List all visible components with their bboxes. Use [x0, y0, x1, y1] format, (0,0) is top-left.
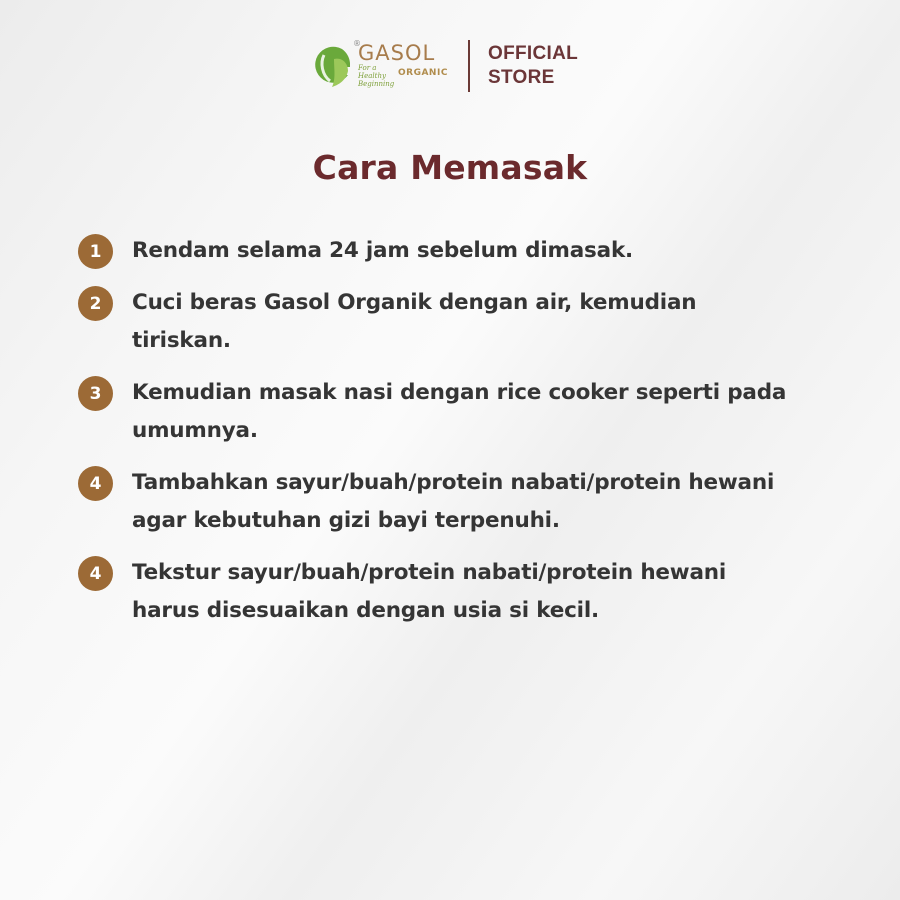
- page-title: Cara Memasak: [312, 148, 588, 187]
- tagline-line: Beginning: [358, 80, 395, 88]
- step-text: Kemudian masak nasi dengan rice cooker seperti pada umumnya.: [132, 380, 787, 443]
- step-number-badge: 2: [78, 286, 113, 321]
- official-line: OFFICIAL: [488, 43, 578, 64]
- gasol-g-leaf-icon: [312, 41, 354, 91]
- step-text: Rendam selama 24 jam sebelum dimasak.: [132, 238, 634, 263]
- logo-text: [353, 39, 450, 91]
- step-text: Tekstur sayur/buah/protein nabati/protein hewani harus disesuaikan dengan usia si kecil.: [132, 560, 727, 623]
- step-item: [78, 284, 798, 360]
- tagline-line: For a: [358, 64, 377, 72]
- step-item: [78, 374, 798, 450]
- step-item: [78, 232, 798, 270]
- tagline-line: Healthy: [358, 72, 386, 80]
- store-line: STORE: [488, 67, 555, 88]
- step-number-badge: 3: [78, 376, 113, 411]
- step-number-badge: 1: [78, 234, 113, 269]
- step-text: Tambahkan sayur/buah/protein nabati/protein hewani agar kebutuhan gizi bayi terpenuhi.: [132, 470, 775, 533]
- logo-tagline: [358, 64, 396, 88]
- step-item: [78, 464, 798, 540]
- logo-wordmark: GASOL: [358, 41, 436, 65]
- header-divider: [468, 40, 470, 92]
- cooking-steps-list: [78, 232, 798, 644]
- step-item: [78, 554, 798, 630]
- step-number-badge: 4: [78, 556, 113, 591]
- step-number-badge: 4: [78, 466, 113, 501]
- official-store-label: [488, 42, 578, 90]
- gasol-logo: [312, 37, 452, 95]
- brand-header: [312, 37, 602, 95]
- step-text: Cuci beras Gasol Organik dengan air, kemudian tiriskan.: [132, 290, 697, 353]
- logo-subbrand: ORGANIC: [398, 68, 448, 78]
- registered-mark: ®: [353, 39, 361, 48]
